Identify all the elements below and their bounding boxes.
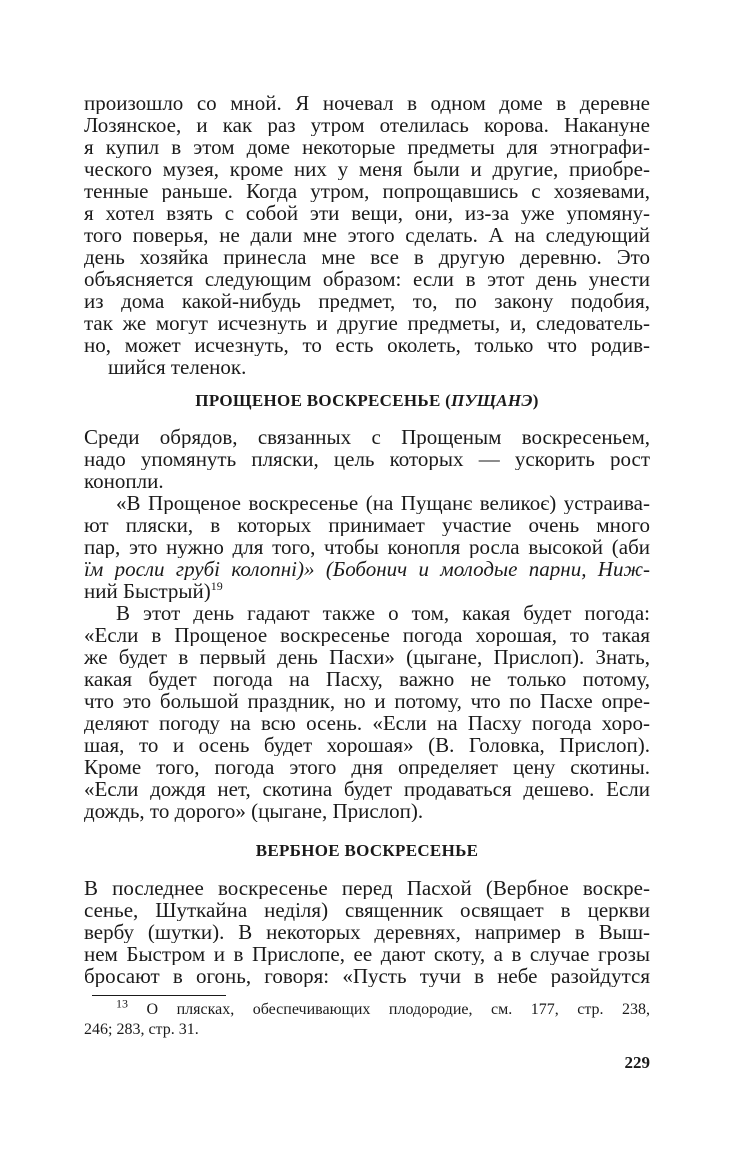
text-line: сенье, Шуткайна неділя) священник освящает в церкви (84, 899, 650, 921)
text-line: дождь, то дорого» (цыгане, Прислоп). (84, 800, 424, 822)
text-line: я хотел взять с собой эти вещи, они, из-за уже упомяну- (84, 202, 650, 224)
text-line: В этот день гадают также о том, какая будет погода: (116, 602, 650, 624)
text-line: пар, это нужно для того, чтобы конопля росла высокой (аби (84, 536, 650, 558)
text-line: бросают в огонь, говоря: «Пусть тучи в небе разойдутся (84, 965, 650, 987)
heading-italic: ПУЩАНЭ (451, 391, 533, 410)
text-line-content: ний Быстрый) (84, 580, 211, 602)
text-line: «В Прощеное воскресенье (на Пущанє великоє) устраива- (116, 492, 650, 514)
text-line: объясняется следующим образом: если в этот день унести (84, 268, 650, 290)
footnote-line: 246; 283, стр. 31. (84, 1021, 199, 1038)
page-number: 229 (624, 1053, 650, 1072)
text-line: день хозяйка принесла мне все в другую деревню. Это (84, 246, 650, 268)
text-line: я купил в этом доме некоторые предметы для этнографи- (84, 136, 650, 158)
heading-close: ) (532, 391, 539, 410)
text-line: так же могут исчезнуть и другие предметы, и, следователь- (84, 312, 650, 334)
text-line: какая будет погода на Пасху, важно не только потому, (84, 668, 650, 690)
section-heading-palm-sunday: ВЕРБНОЕ ВОСКРЕСЕНЬЕ (255, 841, 479, 860)
text-line: надо упомянуть пляски, цель которых — ускорить рост (84, 448, 650, 470)
footnote-line (116, 1000, 650, 1020)
text-line: тенные раньше. Когда утром, попрощавшись с хозяевами, (84, 180, 650, 202)
text-line: шийся теленок. (108, 356, 247, 378)
text-line: ют пляски, в которых принимает участие очень много (84, 514, 650, 536)
text-line: ческого музея, кроме них у меня были и другие, приобре- (84, 158, 650, 180)
section-heading-forgiveness-sunday (84, 391, 650, 411)
text-line: Кроме того, погода этого дня определяет цену скотины. (84, 756, 650, 778)
text-line: нем Быстром и в Прислопе, ее дают скоту, а в случае грозы (84, 943, 650, 965)
heading-text: ПРОЩЕНОЕ ВОСКРЕСЕНЬЕ ( (195, 391, 452, 410)
footnote-text: О плясках, обеспечивающих плодородие, см. 177, стр. 238, (146, 1001, 650, 1018)
text-line: «Если в Прощеное воскресенье погода хорошая, то такая (84, 624, 650, 646)
text-line: вербу (шутки). В некоторых деревнях, например в Выш- (84, 921, 650, 943)
text-line: из дома какой-нибудь предмет, то, по закону подобия, (84, 290, 650, 312)
text-line: того поверья, не дали мне этого сделать. А на следующий (84, 224, 650, 246)
footnote-reference[interactable]: 19 (210, 580, 223, 593)
text-line: же будет в первый день Пасхи» (цыгане, Прислоп). Знать, (84, 646, 650, 668)
text-line: Среди обрядов, связанных с Прощеным воскресеньем, (84, 426, 650, 448)
text-line: шая, то и осень будет хорошая» (В. Головка, Прислоп). (84, 734, 650, 756)
footnote-divider (92, 995, 226, 996)
text-line: конопли. (84, 470, 164, 492)
text-line: Лозянское, и как раз утром отелилась корова. Накануне (84, 114, 650, 136)
text-line: что это большой праздник, но и потому, что по Пасхе опре- (84, 690, 650, 712)
text-line: їм росли грубі колопні)» (Бобонич и молодые парни, Ниж- (84, 558, 650, 580)
text-line: «Если дождя нет, скотина будет продаваться дешево. Если (84, 778, 650, 800)
text-line: В последнее воскресенье перед Пасхой (Вербное воскре- (84, 877, 650, 899)
text-line: но, может исчезнуть, то есть околеть, только что родив- (84, 334, 650, 356)
text-line: произошло со мной. Я ночевал в одном доме в деревне (84, 92, 650, 114)
footnote-number: 13 (116, 1000, 128, 1011)
text-line: деляют погоду на всю осень. «Если на Пасху погода хоро- (84, 712, 650, 734)
text-line (84, 580, 650, 602)
